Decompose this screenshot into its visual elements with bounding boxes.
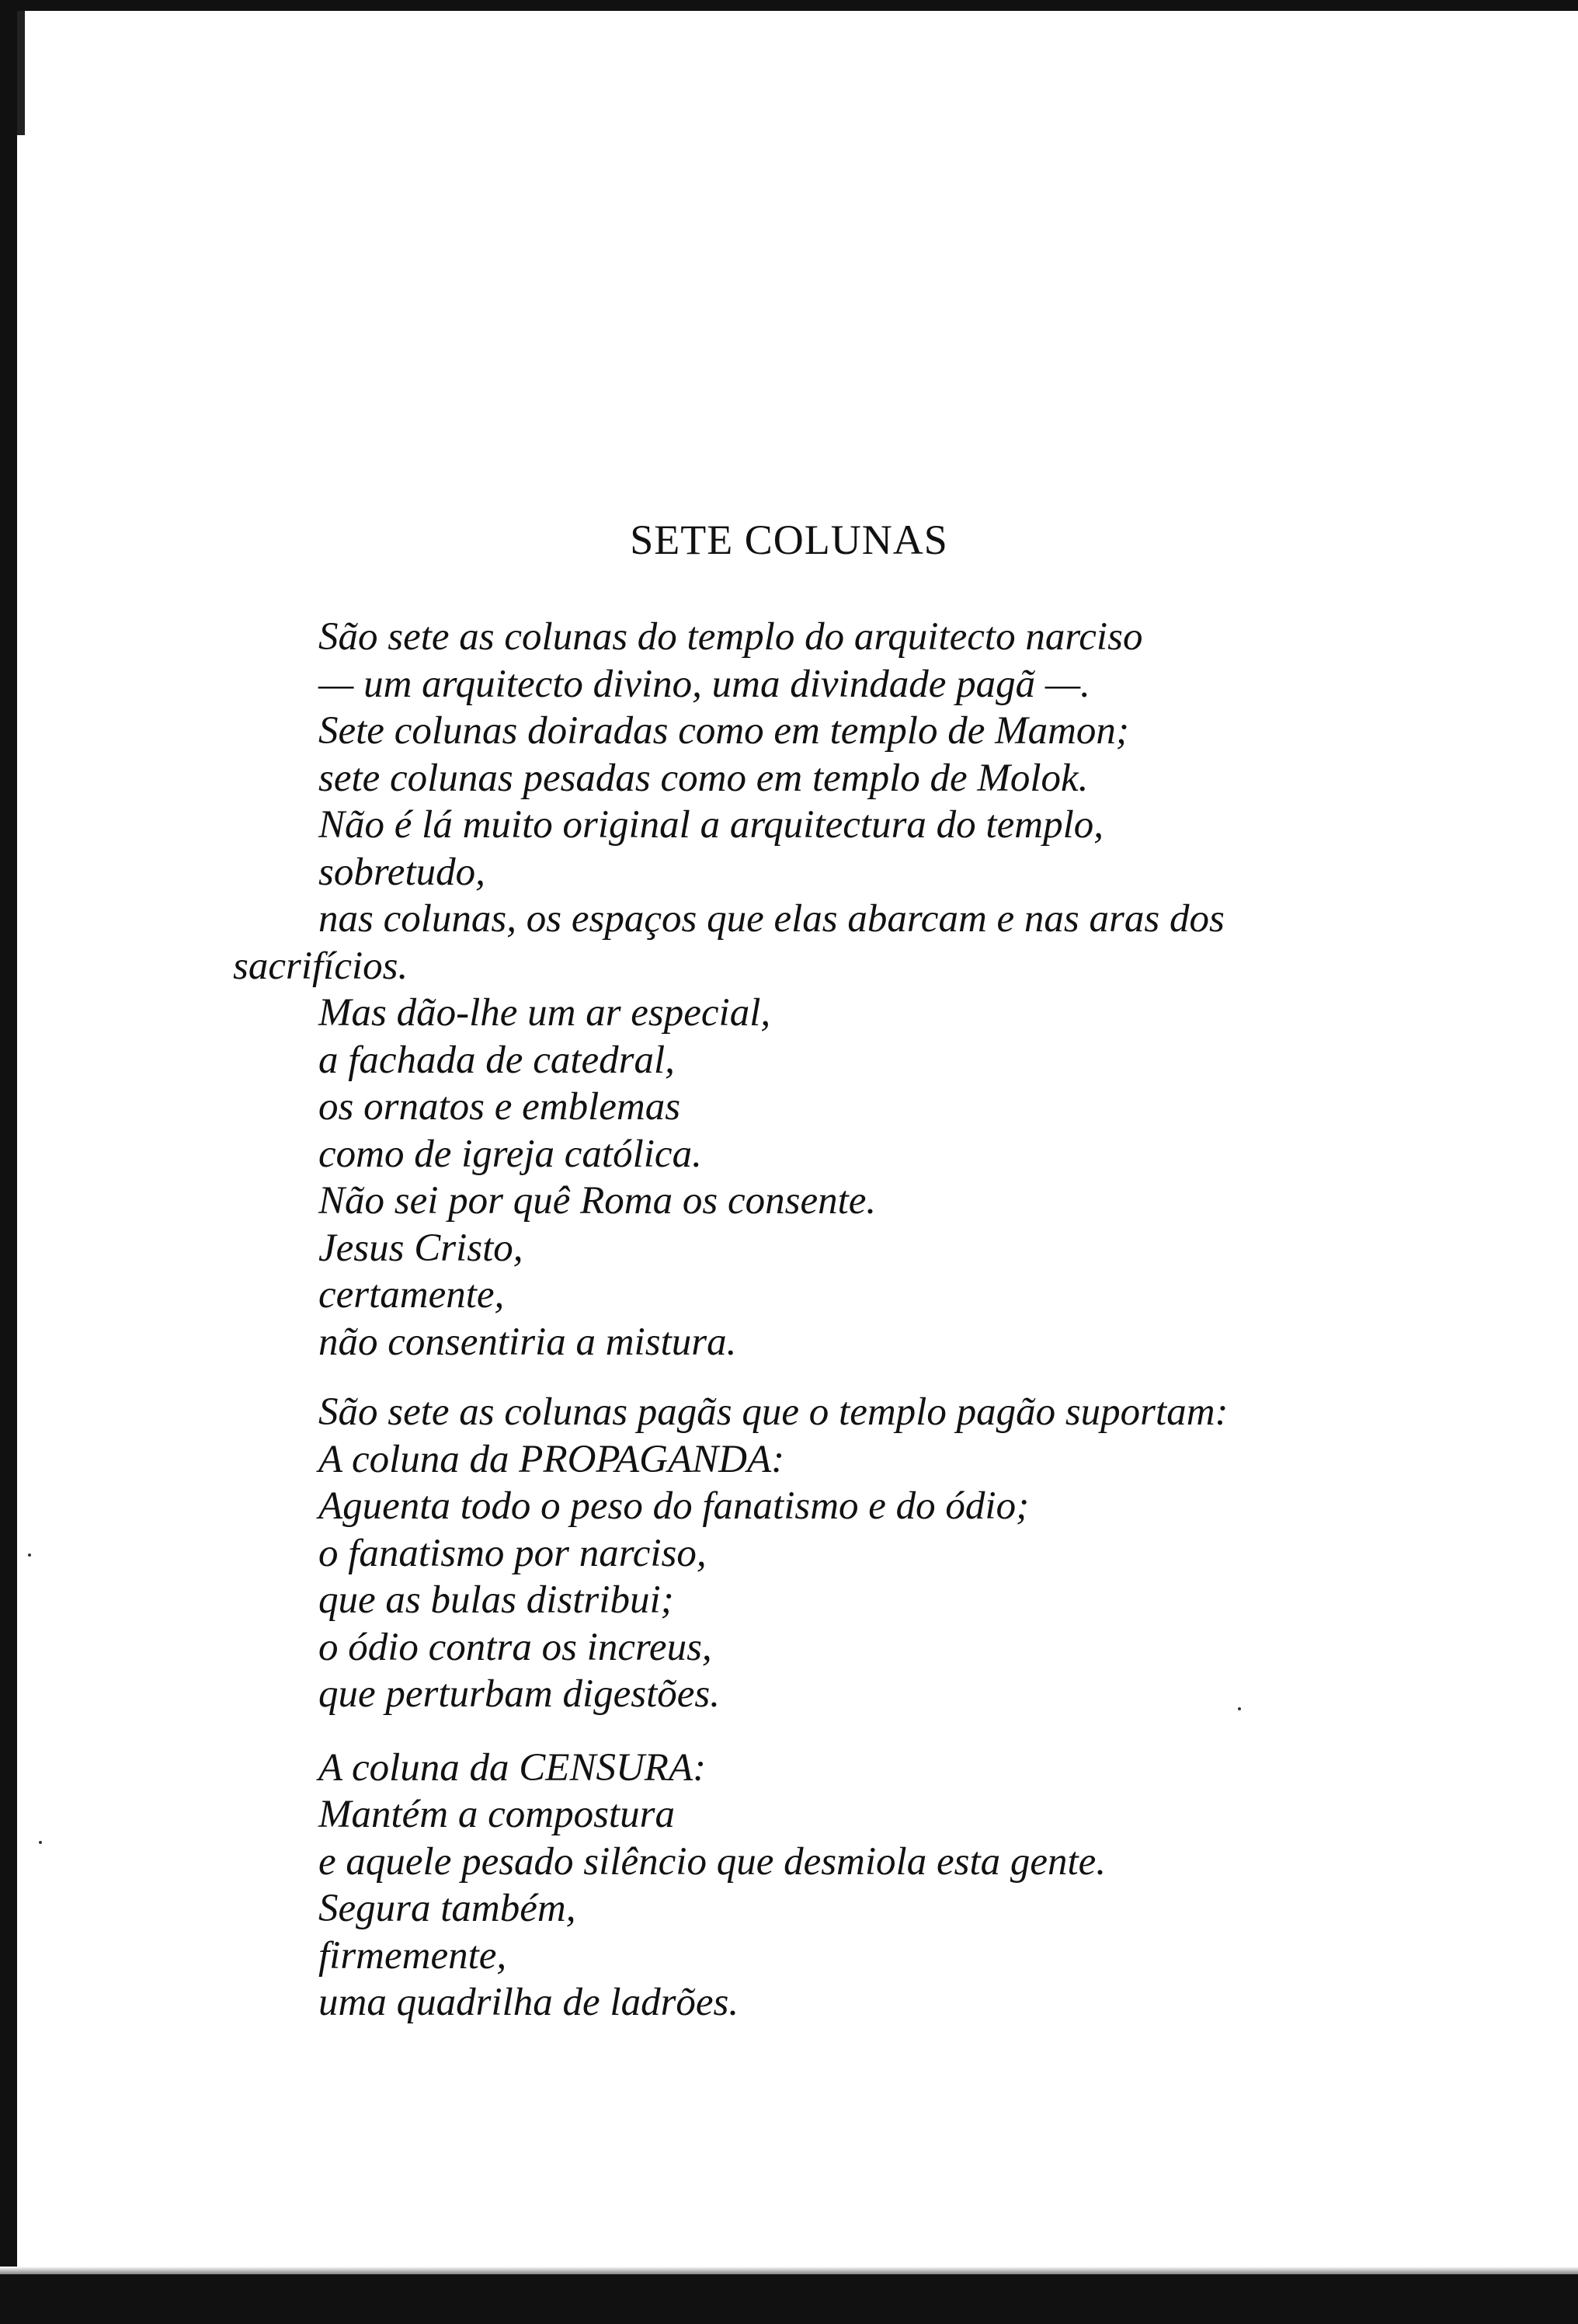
scan-border-bottom xyxy=(0,2274,1578,2324)
poem-line: não consentiria a mistura. xyxy=(318,1320,737,1364)
scan-border-top xyxy=(0,0,1578,11)
stanza-spacer xyxy=(318,1366,1561,1389)
poem-line: — um arquitecto divino, uma divindade pagã —. xyxy=(318,662,1090,706)
poem-line: e aquele pesado silêncio que desmiola esta gente. xyxy=(318,1839,1107,1884)
poem-line: Jesus Cristo, xyxy=(318,1226,523,1270)
poem-line: A coluna da CENSURA: xyxy=(318,1745,707,1790)
poem-line: firmemente, xyxy=(318,1933,507,1978)
poem-line: A coluna da PROPAGANDA: xyxy=(318,1437,785,1481)
poem-line: como de igreja católica. xyxy=(318,1132,702,1176)
poem-line: Aguenta todo o peso do fanatismo e do ódio; xyxy=(318,1484,1030,1528)
poem-line: certamente, xyxy=(318,1273,505,1317)
scan-speck xyxy=(1238,1707,1241,1710)
scan-speck xyxy=(28,1553,31,1557)
poem-line: São sete as colunas pagãs que o templo pagão suportam: xyxy=(318,1390,1229,1434)
poem-line: nas colunas, os espaços que elas abarcam e nas aras dos xyxy=(318,897,1225,941)
poem-line: os ornatos e emblemas xyxy=(318,1085,681,1129)
poem-line: o fanatismo por narciso, xyxy=(318,1531,707,1575)
poem-line: Sete colunas doiradas como em templo de Mamon; xyxy=(318,709,1129,753)
poem-line: a fachada de catedral, xyxy=(318,1038,675,1082)
poem-body xyxy=(233,614,1561,2027)
poem-line: uma quadrilha de ladrões. xyxy=(318,1981,739,2024)
poem-line: sobretudo, xyxy=(318,850,485,894)
poem-line: o ódio contra os increus, xyxy=(318,1625,712,1669)
stanza-1 xyxy=(233,614,1561,1366)
poem-line: Segura também, xyxy=(318,1887,576,1930)
poem-line: Mas dão-lhe um ar especial, xyxy=(318,991,771,1035)
poem-line: Mantém a compostura xyxy=(318,1793,675,1836)
poem-title: SETE COLUNAS xyxy=(630,517,948,563)
scan-speck xyxy=(39,1841,42,1844)
poem-line: sete colunas pesadas como em templo de Molok. xyxy=(318,756,1089,800)
poem-line-continuation: sacrifícios. xyxy=(233,944,408,988)
poem-line: Não sei por quê Roma os consente. xyxy=(318,1179,877,1223)
poem-line: São sete as colunas do templo do arquitecto narciso xyxy=(318,615,1143,659)
stanza-3 xyxy=(318,1745,1561,2027)
poem-line: que perturbam digestões. xyxy=(318,1672,721,1716)
stanza-spacer xyxy=(318,1718,1561,1745)
poem-line: Não é lá muito original a arquitectura do templo, xyxy=(318,803,1104,847)
poem-line: que as bulas distribui; xyxy=(318,1578,674,1622)
stanza-2 xyxy=(318,1389,1561,1718)
scan-border-left-shadow xyxy=(17,11,25,135)
scan-border-left xyxy=(0,0,17,2324)
